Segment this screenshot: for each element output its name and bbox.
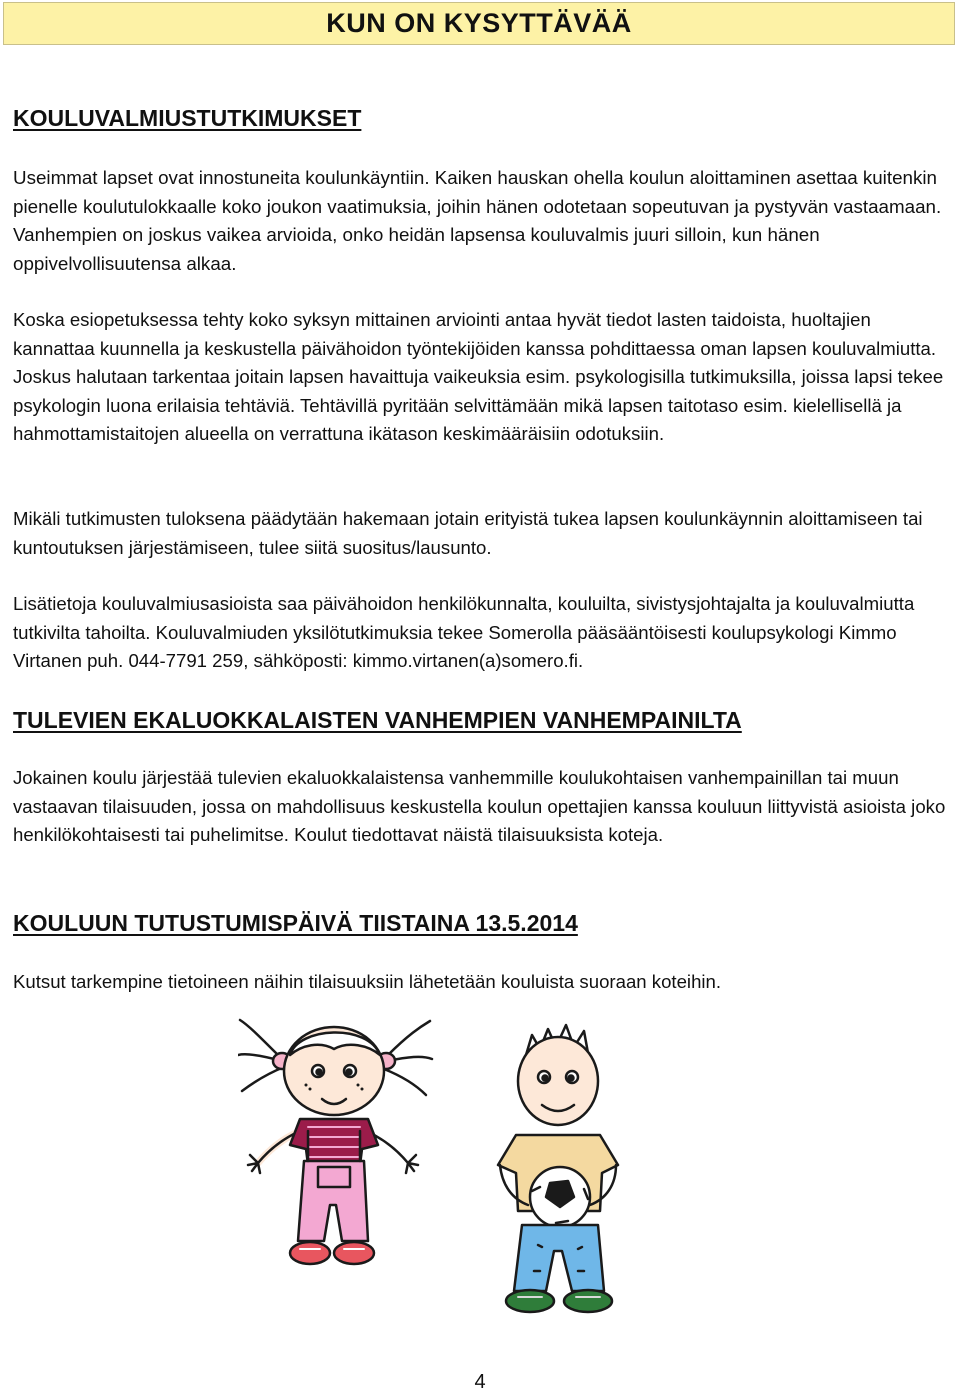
section-1-paragraph-3: [13, 505, 948, 562]
boy-figure: [498, 1025, 618, 1312]
section-heading: KOULUUN TUTUSTUMISPÄIVÄ TIISTAINA 13.5.2014: [13, 910, 578, 936]
section-3-paragraph-1: [13, 968, 948, 997]
page-title: KUN ON KYSYTTÄVÄÄ: [326, 8, 632, 38]
paragraph: Useimmat lapset ovat innostuneita koulunkäyntiin. Kaiken hauskan ohella koulun aloittaminen asettaa kuitenkin pienelle koulutulokkaalle koko joukon vaatimuksia, joihin hänen odotetaan sopeutuvan ja pystyvän vastaamaan. Vanhempien on joskus vaikea arvioida, onko heidän lapsensa kouluvalmis juuri silloin, kun hänen oppivelvollisuutensa alkaa.: [13, 167, 942, 274]
page-title-banner: [3, 2, 955, 45]
paragraph: Lisätietoja kouluvalmiusasioista saa päivähoidon henkilökunnalta, kouluilta, sivistysjohtajalta ja kouluvalmiutta tutkivilta tahoilta. Kouluvalmiuden yksilötutkimuksia tekee Somerolla pääsääntöisesti koulupsykologi Kimmo Virtanen puh. 044-7791 259, sähköposti: kimmo.virtanen(a)somero.fi.: [13, 593, 915, 671]
page-number: 4: [474, 1371, 486, 1393]
section-1-paragraph-1: [13, 164, 948, 278]
section-vanhempainilta: [13, 706, 948, 734]
paragraph: Koska esiopetuksessa tehty koko syksyn mittainen arviointi antaa hyvät tiedot lasten taidoista, huoltajien kannattaa kuunnella ja keskustella päivähoidon työntekijöiden kanssa pohdittaessa oman lapsen kouluvalmiutta. Joskus halutaan tarkentaa joitain lapsen havaittuja vaikeuksia esim. psykologisilla tutkimuksilla, joissa lapsi tekee psykologin luona erilaisia tehtäviä. Tehtävillä pyritään selvittämään mikä lapsen taitotaso esim. kielellisellä ja hahmottamistaitojen alueella on verrattuna ikätason keskimääräisiin odotuksiin.: [13, 309, 944, 444]
girl-figure: [238, 1020, 432, 1264]
section-1-paragraph-2: [13, 306, 948, 449]
section-2-paragraph-1: [13, 764, 948, 850]
paragraph: Mikäli tutkimusten tuloksena päädytään hakemaan jotain erityistä tukea lapsen koulunkäynnin aloittamiseen tai kuntoutuksen järjestämiseen, tulee siitä suositus/lausunto.: [13, 508, 923, 558]
children-cartoon-icon: [238, 1015, 648, 1315]
section-heading: TULEVIEN EKALUOKKALAISTEN VANHEMPIEN VANHEMPAINILTA: [13, 707, 742, 733]
paragraph: Kutsut tarkempine tietoineen näihin tilaisuuksiin lähetetään kouluista suoraan koteihin.: [13, 971, 722, 992]
section-heading: KOULUVALMIUSTUTKIMUKSET: [13, 105, 362, 131]
section-1-paragraph-4: [13, 590, 948, 676]
paragraph: Jokainen koulu järjestää tulevien ekaluokkalaistensa vanhemmille koulukohtaisen vanhempainillan tai muun vastaavan tilaisuuden, jossa on mahdollisuus keskustella koulun opettajien kanssa kouluun liittyvistä asioista joko henkilökohtaisesti tai puhelimitse. Koulut tiedottavat näistä tilaisuuksista koteja.: [13, 767, 946, 845]
section-tutustumispaiva: [13, 909, 948, 937]
section-kouluvalmiustutkimukset: [13, 104, 948, 132]
